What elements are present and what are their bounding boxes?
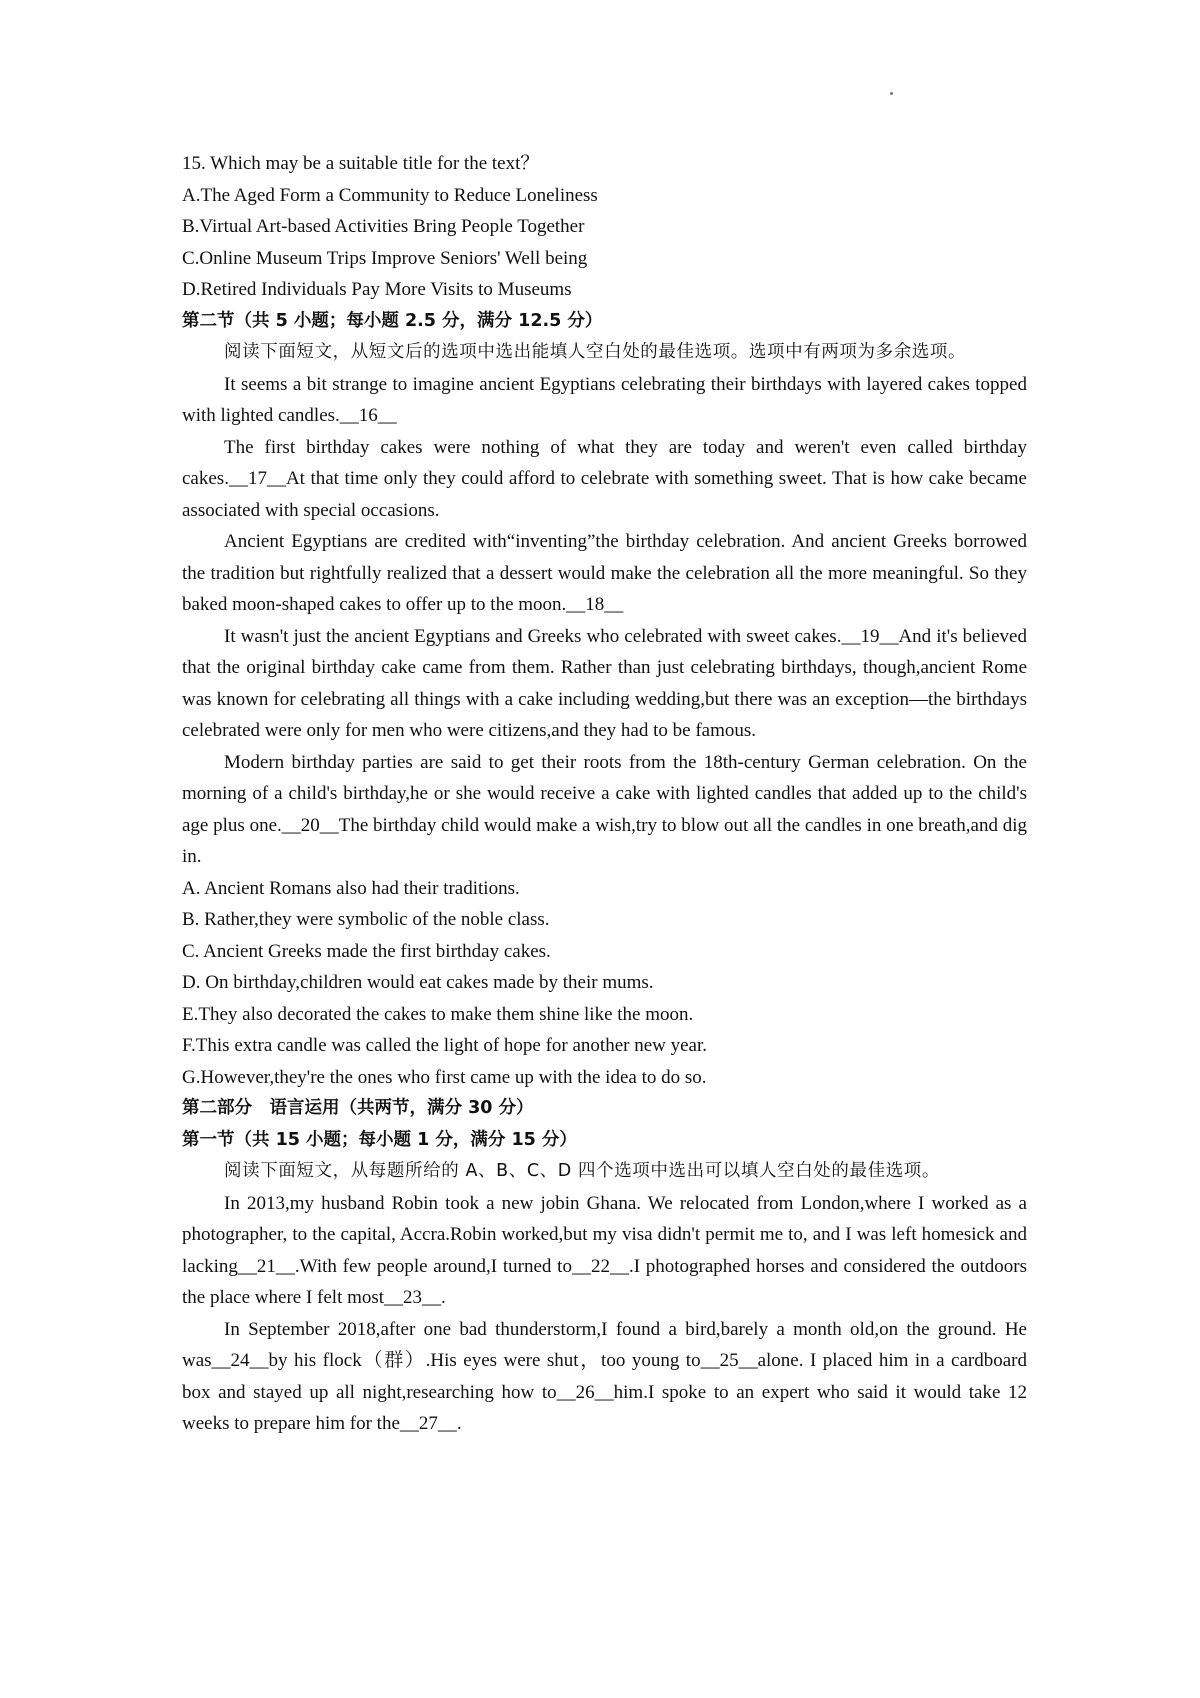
section2-option-c: C. Ancient Greeks made the first birthday cakes. <box>182 940 551 962</box>
part2-heading: 第二部分 语言运用（共两节，满分 30 分） <box>182 1098 534 1118</box>
passage-paragraph: Ancient Egyptians are credited with“inventing”the birthday celebration. And ancient Greeks borrowed the tradition but rightfully realized that a dessert would make the celebration all the more meaningful. So they baked moon-shaped cakes to offer up to the moon.__18__ <box>182 531 1027 615</box>
section2-option-e: E.They also decorated the cakes to make them shine like the moon. <box>182 1003 694 1025</box>
section2-instruction: 阅读下面短文，从短文后的选项中选出能填人空白处的最佳选项。选项中有两项为多余选项。 <box>224 342 967 362</box>
q15-option-c: C.Online Museum Trips Improve Seniors' Well being <box>182 247 588 269</box>
part2-section1-instruction: 阅读下面短文，从每题所给的 A、B、C、D 四个选项中选出可以填人空白处的最佳选项。 <box>224 1161 940 1181</box>
question-15: 15. Which may be a suitable title for the text？ <box>182 153 540 174</box>
section2-heading: 第二节（共 5 小题；每小题 2.5 分，满分 12.5 分） <box>182 310 603 331</box>
section2-option-b: B. Rather,they were symbolic of the noble class. <box>182 909 550 930</box>
section2-option-g: G.However,they're the ones who first came up with the idea to do so. <box>182 1066 707 1088</box>
cloze-paragraph: In 2013,my husband Robin took a new jobin Ghana. We relocated from London,where I worked as a photographer, to the capital, Accra.Robin worked,but my visa didn't permit me to, and I was left homesick and lacking__21__.With few people around,I turned to__22__.I photographed horses and considered the outdoors the place where I felt most__23__. <box>182 1192 1027 1308</box>
q15-option-a: A.The Aged Form a Community to Reduce Loneliness <box>182 184 598 206</box>
section2-option-f: F.This extra candle was called the light of hope for another new year. <box>182 1035 708 1056</box>
page-content <box>182 148 1027 1440</box>
passage-paragraph: It wasn't just the ancient Egyptians and Greeks who celebrated with sweet cakes.__19__And it's believed that the original birthday cake came from them. Rather than just celebrating birthdays, though,ancient Rome was known for celebrating all things with a cake including wedding,but there was an exception—the birthdays celebrated were only for men who were citizens,and they had to be famous. <box>182 625 1027 741</box>
cloze-paragraph: In September 2018,after one bad thunderstorm,I found a bird,barely a month old,on the ground. He was__24__by his flock（群）.His eyes were shut，too young to__25__alone. I placed him in a cardboard box and stayed up all night,researching how to__26__him.I spoke to an expert who said it would take 12 weeks to prepare him for the__27__. <box>182 1318 1027 1434</box>
scan-dot <box>890 92 893 95</box>
part2-section1-heading: 第一节（共 15 小题；每小题 1 分，满分 15 分） <box>182 1129 577 1150</box>
passage-paragraph: The first birthday cakes were nothing of what they are today and weren't even called birthday cakes.__17__At that time only they could afford to celebrate with something sweet. That is how cake became associated with special occasions. <box>182 436 1027 521</box>
q15-option-b: B.Virtual Art-based Activities Bring People Together <box>182 216 585 237</box>
passage-paragraph: Modern birthday parties are said to get their roots from the 18th-century German celebration. On the morning of a child's birthday,he or she would receive a cake with lighted candles that added up to the child's age plus one.__20__The birthday child would make a wish,try to blow out all the candles in one breath,and dig in. <box>182 751 1027 867</box>
q15-option-d: D.Retired Individuals Pay More Visits to Museums <box>182 279 572 300</box>
passage-paragraph: It seems a bit strange to imagine ancient Egyptians celebrating their birthdays with layered cakes topped with lighted candles.__16__ <box>182 373 1027 426</box>
section2-option-d: D. On birthday,children would eat cakes made by their mums. <box>182 972 654 993</box>
section2-option-a: A. Ancient Romans also had their traditions. <box>182 877 520 899</box>
